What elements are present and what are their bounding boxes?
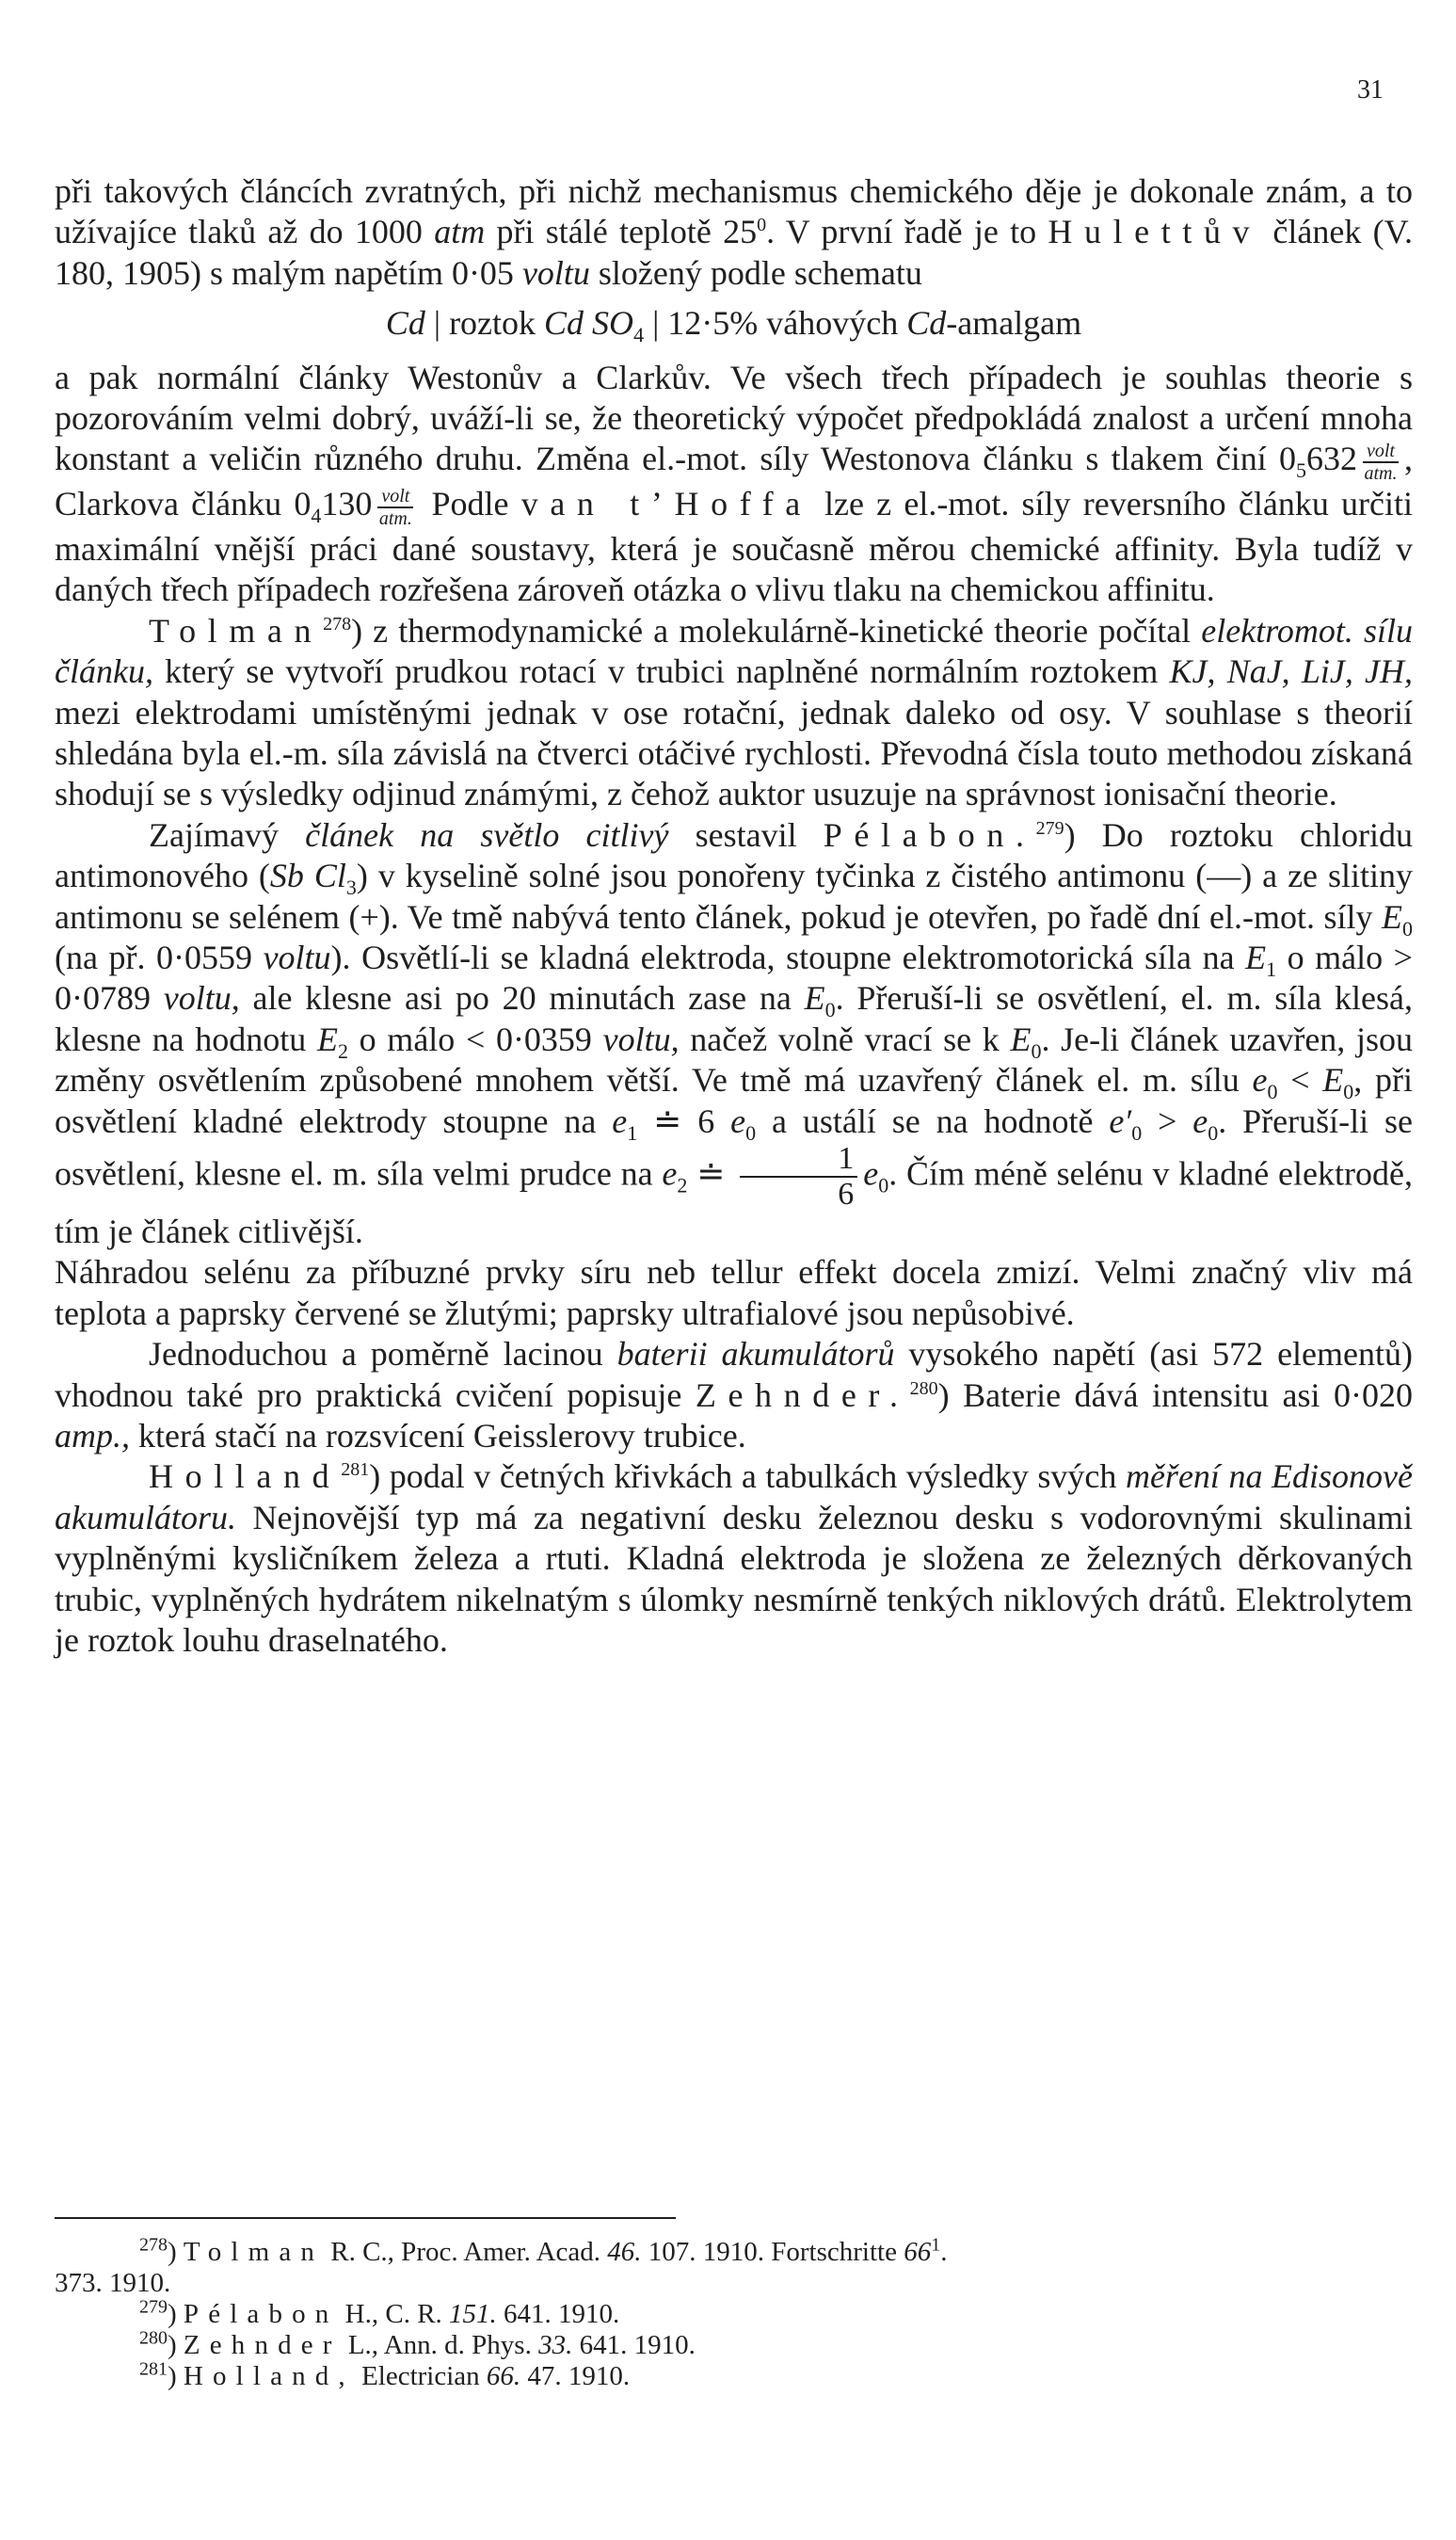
footnote-ref: 279 <box>1035 817 1064 839</box>
footnote-280: $^{280}$) Zehnder L., Ann. d. Phys. 33. 641. 1910. <box>139 2327 696 2360</box>
fraction-one-sixth: $\frac{1}{6}$ <box>740 1142 857 1212</box>
author-zehnder: Zehnder. <box>695 1375 910 1414</box>
cell-schema-formula: Cd | roztok Cd $SO_4$ | 12·5% váhových Cd-amalgam <box>385 304 1082 347</box>
paragraph-6: Jednoduchou a poměrně lacinou baterii akumulátorů vysokého napětí (asi 572 elementů) vhodnou také pro praktická cvičení popisuje Zehnder.$^{280}$) Baterie dává intensitu asi 0·020 amp., která stačí na rozsvícení Geisslerovy trubice. <box>55 1335 1414 1455</box>
paragraph-7: Holland$^{281}$) podal v četných křivkách a tabulkách výsledky svých měření na Edisonově akumulátoru. Nejnovější typ má za negativní desku železnou desku s vodorovnými skulinami vyplněnými kysličníkem železa a rtuti. Kladná elektroda je složena ze železných děrkovaných trubic, vyplněných hydrátem nikelnatým s úlomky nesmírně tenkých niklových drátů. Elektrolytem je roztok louhu draselnatého. <box>55 1457 1413 1660</box>
footnote-ref: 281 <box>341 1459 370 1481</box>
author-tolman: Tolman <box>149 611 324 650</box>
body-text <box>55 171 1413 1661</box>
fraction-volt-atm: $\frac{\text{volt}}{\text{atm.}}$ <box>1364 441 1398 485</box>
footnote-279: $^{279}$) Pélabon H., C. R. 151. 641. 1910. <box>139 2296 620 2329</box>
paragraph-2: a pak normální články Westonův a Clarkův. Ve všech třech případech je souhlas theorie s pozorováním velmi dobrý, uváží-li se, že theoretický výpočet předpokládá znalost a určení mnoha konstant a veličin různého druhu. Změna el.-mot. síly Westonova článku s tlakem činí $0_5632$ $\frac{\text{volt}}{\text{atm.}}$ , Clarkova článku $0_4130$ $\frac{\text{volt}}{\text{atm.}}$ Podle van t’Hoffa lze z el.-mot. síly reversního článku určiti maximální vnější práci dané soustavy, která je současně měrou chemické affinity. Byla tudíž v daných třech případech rozřešena zároveň otázka o vlivu tlaku na chemickou affinitu. <box>55 358 1413 609</box>
page-number: 31 <box>1357 75 1384 104</box>
footnote-ref: 278 <box>323 613 352 635</box>
footnote-278-continued: 373. 1910. <box>55 2268 171 2298</box>
fraction-volt-atm: $\frac{\text{volt}}{\text{atm.}}$ <box>378 485 412 529</box>
paragraph-3: Tolman$^{278}$) z thermodynamické a molekulárně-kinetické theorie počítal elektromot. sílu článku, který se vytvoří prudkou rotací v trubici naplněné normálním roztokem KJ, NaJ, LiJ, JH, mezi elektrodami umístěnými jednak v ose rotační, jednak daleko od osy. V souhlase s theorií shledána byla el.-m. síla závislá na čtverci otáčivé rychlosti. Převodná čísla touto methodou získaná shodují se s výsledky odjinud známými, z čehož auktor usuzuje na správnost ionisační theorie. <box>55 611 1413 813</box>
footnote-281: $^{281}$) Holland, Electrician 66. 47. 1910. <box>139 2358 631 2391</box>
paragraph-5: Náhradou selénu za příbuzné prvky síru neb tellur effekt docela zmizí. Velmi značný vliv má teplota a paprsky červené se žlutými; paprsky ultrafialové jsou nepůsobivé. <box>55 1253 1413 1332</box>
author-hulett: Hulettův <box>1048 213 1262 251</box>
footnotes <box>55 2234 1410 2392</box>
paragraph-1: při takových článcích zvratných, při nichž mechanismus chemického děje je dokonale znám, a to užívajíce tlaků až do 1000 atm při stálé teplotě $25^0$. V první řadě je to Hulettův článek (V. 180, 1905) s malým napětím 0·05 voltu složený podle schematu <box>55 172 1413 292</box>
footnote-278: $^{278}$) Tolman R. C., Proc. Amer. Acad. 46. 107. 1910. Fortschritte $66^1$. <box>139 2234 948 2267</box>
paragraph-4: Zajímavý článek na světlo citlivý sestavil Pélabon.$^{279}$) Do roztoku chloridu antimonového (Sb $Cl_3$) v kyselině solné jsou ponořeny tyčinka z čistého antimonu (—) a ze slitiny antimonu se selénem (+). Ve tmě nabývá tento článek, pokud je otevřen, po řadě dní el.-mot. síly $E_0$ (na př. 0·0559 voltu). Osvětlí-li se kladná elektroda, stoupne elektromotorická síla na $E_1$ o málo > 0·0789 voltu, ale klesne asi po 20 minutách zase na $E_0$. Přeruší-li se osvětlení, el. m. síla klesá, klesne na hodnotu $E_2$ o málo < 0·0359 voltu, načež volně vrací se k $E_0$. Je-li článek uzavřen, jsou změny osvětlením způsobené mnohem větší. Ve tmě má uzavřený článek el. m. sílu $e_0 < E_0$, při osvětlení kladné elektrody stoupne na $e_1$ ≐ 6 $e_0$ a ustálí se na hodnotě $e'_0 > e_0$. Přeruší-li se osvětlení, klesne el. m. síla velmi prudce na $e_2$ ≐ $\frac{1}{6}$ $e_0$. Čím méně selénu v kladné elektrodě, tím je článek citlivější. <box>55 815 1413 1250</box>
footnote-divider <box>55 2217 676 2219</box>
author-holland: Holland <box>149 1457 342 1496</box>
author-pelabon: Pélabon. <box>823 815 1036 854</box>
footnote-ref: 280 <box>909 1377 938 1399</box>
author-vant-hoff: van t’Hoffa <box>520 485 812 523</box>
